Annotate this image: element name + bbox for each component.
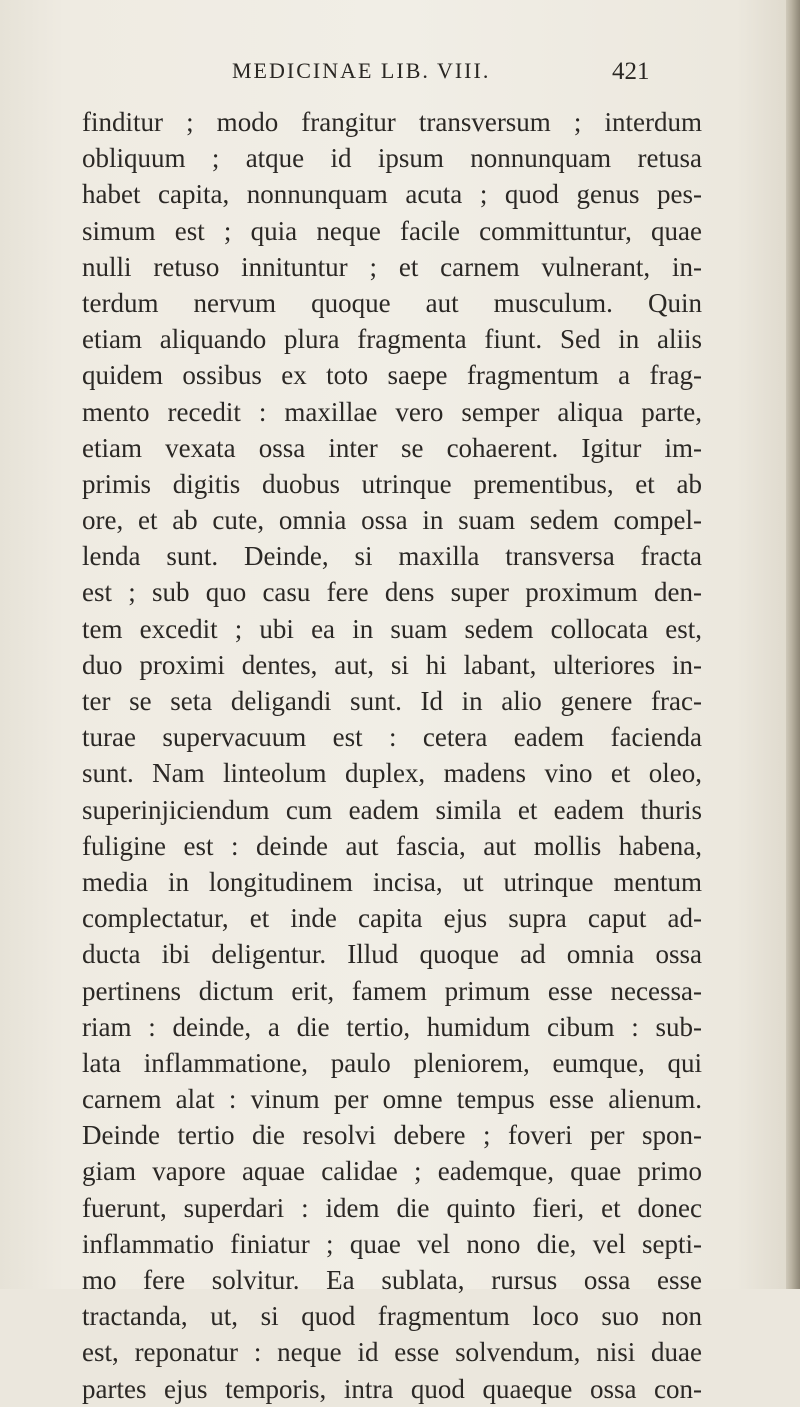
text-line: duo proximi dentes, aut, si hi labant, ulteriores in- xyxy=(82,649,702,680)
text-line: complectatur, et inde capita ejus supra caput ad- xyxy=(82,903,702,934)
text-line: est, reponatur : neque id esse solvendum, nisi duae xyxy=(82,1337,702,1368)
text-line: nulli retuso innituntur ; et carnem vulnerant, in- xyxy=(82,251,702,282)
text-line: etiam vexata ossa inter se cohaerent. Igitur im- xyxy=(82,432,702,463)
text-line: ter se seta deligandi sunt. Id in alio genere frac- xyxy=(82,686,702,716)
text-line: habet capita, nonnunquam acuta ; quod genus pes- xyxy=(82,179,702,210)
text-line: turae supervacuum est : cetera eadem facienda xyxy=(82,722,702,753)
text-line: sunt. Nam linteolum duplex, madens vino et oleo, xyxy=(82,758,702,789)
text-line: terdum nervum quoque aut musculum. Quin xyxy=(82,287,702,318)
text-line: media in longitudinem incisa, ut utrinque mentum xyxy=(82,866,702,897)
text-line: mento recedit : maxillae vero semper aliqua parte, xyxy=(82,396,702,427)
text-line: pertinens dictum erit, famem primum esse necessa- xyxy=(82,975,702,1006)
text-line: inflammatio finiatur ; quae vel nono die, vel septi- xyxy=(82,1228,702,1259)
text-line: ducta ibi deligentur. Illud quoque ad omnia ossa xyxy=(82,939,702,970)
text-line: ore, et ab cute, omnia ossa in suam sedem compel- xyxy=(82,505,702,536)
text-line: est ; sub quo casu fere dens super proximum den- xyxy=(82,577,702,608)
text-line: partes ejus temporis, intra quod quaeque ossa con- xyxy=(82,1373,702,1404)
running-head xyxy=(0,58,800,88)
text-line: obliquum ; atque id ipsum nonnunquam retusa xyxy=(82,143,702,174)
text-line: tractanda, ut, si quod fragmentum loco suo non xyxy=(82,1301,702,1332)
text-line: Deinde tertio die resolvi debere ; foveri per spon- xyxy=(82,1120,702,1151)
text-line: simum est ; quia neque facile committuntur, quae xyxy=(82,215,702,246)
text-line: carnem alat : vinum per omne tempus esse alienum. xyxy=(82,1084,702,1115)
text-line: fuligine est : deinde aut fascia, aut mollis habena, xyxy=(82,830,702,861)
text-line: primis digitis duobus utrinque prementibus, et ab xyxy=(82,468,702,499)
text-line: riam : deinde, a die tertio, humidum cibum : sub- xyxy=(82,1011,702,1042)
text-line: mo fere solvitur. Ea sublata, rursus ossa esse xyxy=(82,1265,702,1295)
text-line: giam vapore aquae calidae ; eademque, quae primo xyxy=(82,1156,702,1187)
page-edge-shadow xyxy=(786,0,800,1289)
text-line: finditur ; modo frangitur transversum ; interdum xyxy=(82,107,702,137)
text-line: superinjiciendum cum eadem simila et eadem thuris xyxy=(82,794,702,825)
text-line: tem excedit ; ubi ea in suam sedem collocata est, xyxy=(82,613,702,644)
text-line: etiam aliquando plura fragmenta fiunt. Sed in aliis xyxy=(82,324,702,355)
text-line: fuerunt, superdari : idem die quinto fieri, et donec xyxy=(82,1192,702,1223)
text-line: quidem ossibus ex toto saepe fragmentum a frag- xyxy=(82,360,702,391)
page-number: 421 xyxy=(612,58,650,85)
body-text xyxy=(82,104,702,1407)
text-line: lenda sunt. Deinde, si maxilla transversa fracta xyxy=(82,541,702,572)
running-title: MEDICINAE LIB. VIII. xyxy=(232,58,491,83)
text-line: lata inflammatione, paulo pleniorem, eumque, qui xyxy=(82,1047,702,1078)
